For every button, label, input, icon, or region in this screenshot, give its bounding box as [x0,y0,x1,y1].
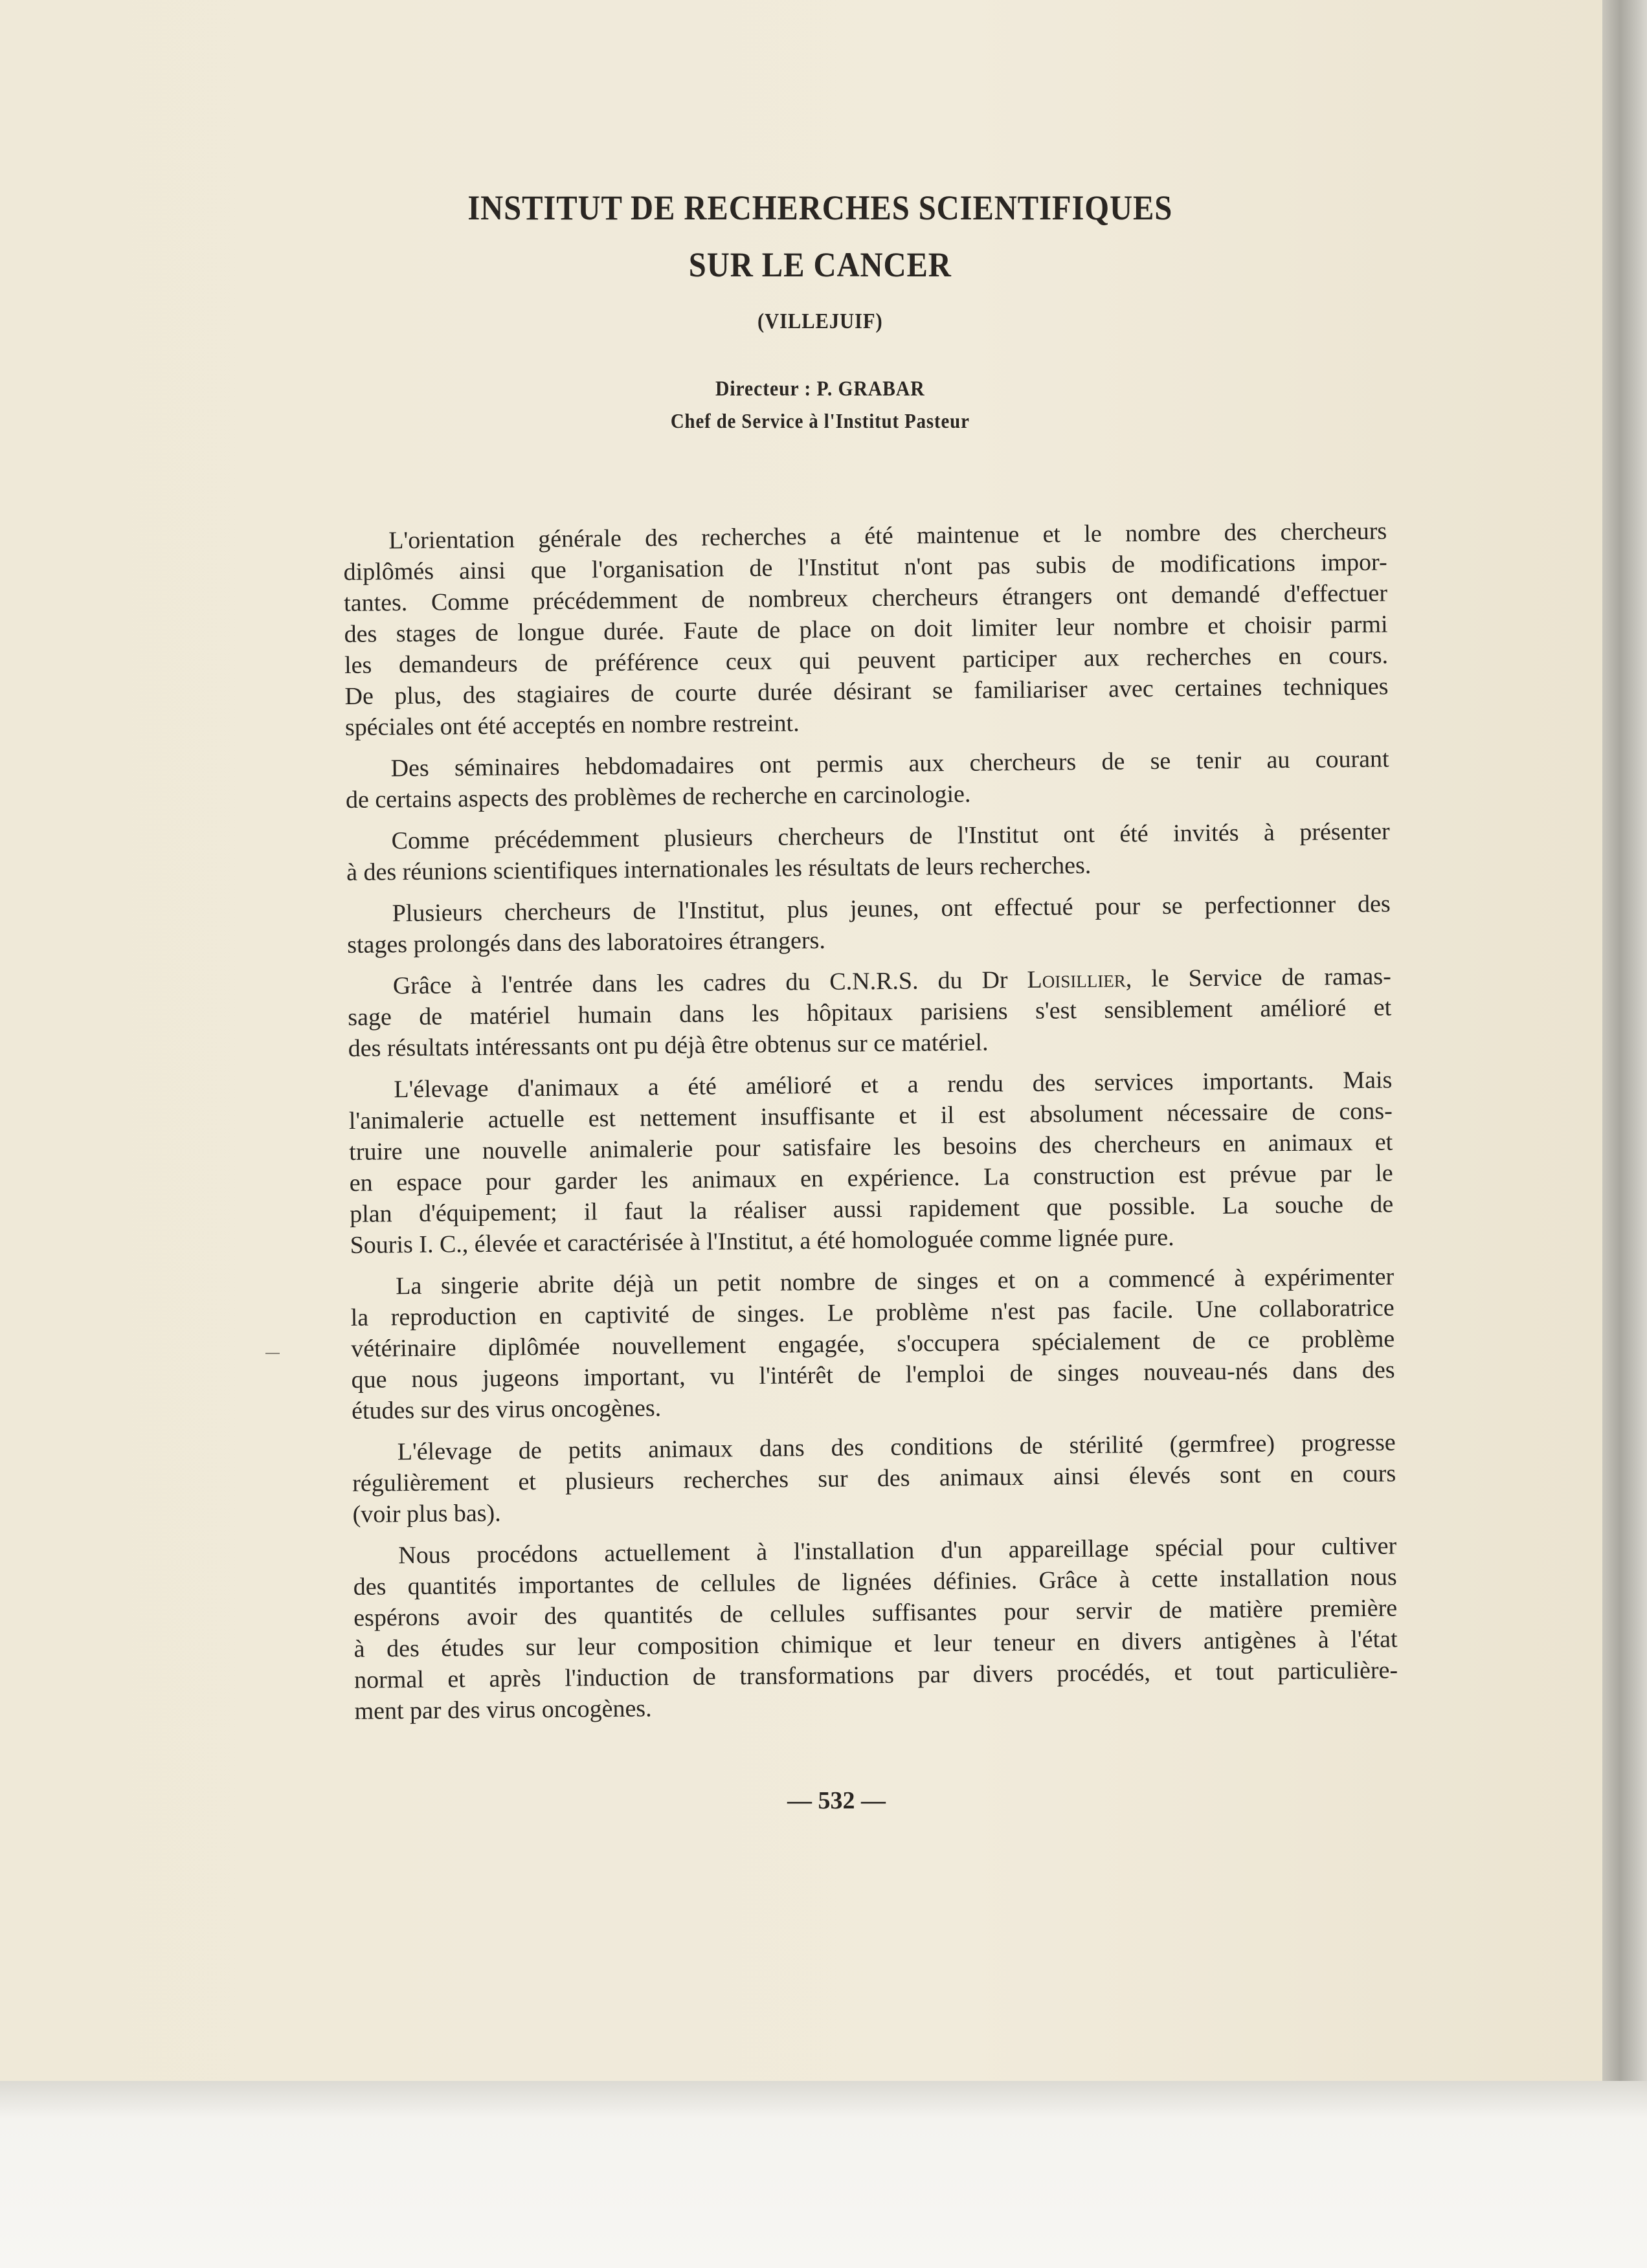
text-line: études sur des virus oncogènes. [351,1394,662,1425]
text-segment: Grâce à l'entrée dans les cadres du C.N.R.S. du Dr [392,966,1027,1000]
text-line: régulièrement et plusieurs recherches sur des animaux ainsi élevés sont en cours [352,1460,1396,1497]
text-line: à des réunions scientifiques internationales les résultats de leurs recherches. [346,851,1092,886]
text-line: L'élevage d'animaux a été amélioré et a rendu des services importants. Mais [394,1066,1393,1104]
text-line: des résultats intéressants ont pu déjà être obtenus sur ce matériel. [348,1028,989,1062]
text-line: l'animalerie actuelle est nettement insuffisante et il est absolument nécessaire de cons- [348,1097,1393,1135]
text-line: des quantités importantes de cellules de lignées définies. Grâce à cette installation nous [353,1563,1397,1601]
paragraph [346,816,1390,888]
text-line: stages prolongés dans des laboratoires étrangers. [347,926,826,959]
text-line: Nous procédons actuellement à l'installation d'un appareillage spécial pour cultiver [398,1532,1397,1570]
director-role: Chef de Service à l'Institut Pasteur [670,409,970,432]
paragraph [347,888,1391,960]
text-line: truire une nouvelle animalerie pour satisfaire les besoins des chercheurs en animaux et [349,1128,1393,1166]
paragraph [352,1427,1396,1529]
paragraph [343,516,1389,743]
text-line: espérons avoir des quantités de cellules suffisantes pour servir de matière première [353,1594,1398,1632]
text-line: Comme précédemment plusieurs chercheurs de l'Institut ont été invités à présenter [391,817,1390,855]
director-name: Directeur : P. GRABAR [715,377,925,401]
text-line: Des séminaires hebdomadaires ont permis aux chercheurs de se tenir au courant [390,745,1389,783]
margin-mark [265,1353,280,1354]
text-line: Plusieurs chercheurs de l'Institut, plus jeunes, ont effectué pour se perfectionner des [392,890,1391,928]
page-number: — 532 — [787,1787,886,1814]
text-line: des stages de longue durée. Faute de place on doit limiter leur nombre et choisir parmi [344,610,1388,648]
text-line: à des études sur leur composition chimique et leur teneur en divers antigènes à l'état [353,1625,1398,1663]
title-line-2: SUR LE CANCER [688,245,952,284]
text-line: spéciales ont été acceptés en nombre restreint. [344,709,800,741]
text-line: les demandeurs de préférence ceux qui peuvent participer aux recherches en cours. [344,641,1389,679]
paragraph [345,744,1389,816]
text-line: plan d'équipement; il faut la réaliser aussi rapidement que possible. La souche de [350,1190,1394,1228]
text-line: L'élevage de petits animaux dans des conditions de stérilité (germfree) progresse [397,1429,1396,1466]
text-line: (voir plus bas). [352,1499,501,1528]
text-line: que nous jugeons important, vu l'intérêt de l'emploi de singes nouveau-nés dans des [351,1356,1395,1394]
text-line: sage de matériel humain dans les hôpitaux parisiens s'est sensiblement amélioré et [348,994,1392,1031]
text-line: tantes. Comme précédemment de nombreux chercheurs étrangers ont demandé d'effectuer [343,579,1388,617]
person-name: Loisillier [1027,965,1126,994]
text-line: de certains aspects des problèmes de recherche en carcinologie. [345,780,971,814]
title-line-1: INSTITUT DE RECHERCHES SCIENTIFIQUES [467,188,1173,227]
text-line: vétérinaire diplômée nouvellement engagée, s'occupera spécialement de ce problème [351,1325,1395,1362]
text-line: Souris I. C., élevée et caractérisée à l'Institut, a été homologuée comme lignée pure. [350,1223,1174,1259]
scan-background [0,2081,1647,2268]
location-subtitle: (VILLEJUIF) [757,309,883,333]
paragraph [348,961,1392,1063]
paragraph [350,1261,1395,1426]
text-segment: , le Service de ramas- [1125,962,1391,993]
page-edge-shadow [1602,0,1647,2081]
text-line: De plus, des stagiaires de courte durée désirant se familiariser avec certaines techniques [344,673,1389,710]
text-line: L'orientation générale des recherches a été maintenue et le nombre des chercheurs [388,517,1387,555]
paragraph [353,1530,1398,1726]
text-line: La singerie abrite déjà un petit nombre de singes et on a commencé à expérimenter [396,1263,1395,1300]
text-line: en espace pour garder les animaux en expérience. La construction est prévue par le [349,1159,1393,1197]
text-line: diplômés ainsi que l'organisation de l'Institut n'ont pas subis de modifications impor- [343,548,1387,586]
paragraph [348,1064,1394,1260]
text-line: normal et après l'induction de transformations par divers procédés, et tout particulière- [353,1656,1398,1694]
text-line: ment par des virus oncogènes. [354,1695,652,1725]
body-text [343,516,1398,1727]
text-line: la reproduction en captivité de singes. Le problème n'est pas facile. Une collaboratrice [350,1294,1395,1331]
